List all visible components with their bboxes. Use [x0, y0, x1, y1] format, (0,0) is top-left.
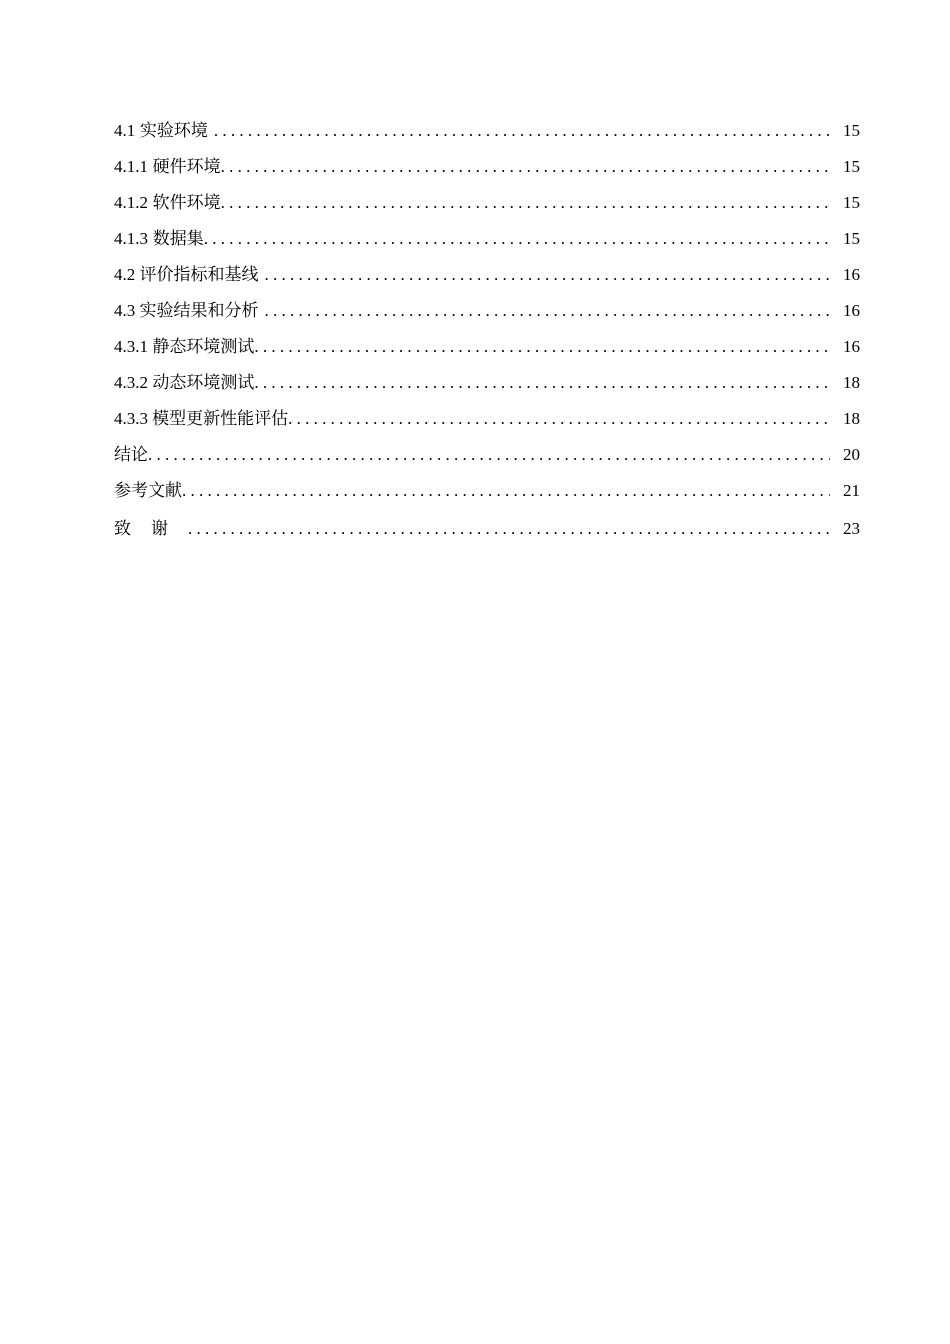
toc-entry-title: 硬件环境	[152, 157, 221, 176]
table-of-contents	[114, 118, 860, 554]
toc-entry[interactable]	[114, 298, 860, 334]
toc-dot-leader	[188, 516, 830, 542]
toc-dot-leader	[254, 370, 830, 396]
toc-entry-number: 4.3.3	[114, 409, 148, 428]
toc-entry-title: 实验环境	[139, 121, 208, 140]
toc-dot-leader	[221, 190, 830, 216]
toc-entry-page: 15	[843, 121, 860, 140]
toc-dot-leader	[288, 406, 830, 432]
toc-entry-number: 4.1.2	[114, 193, 148, 212]
toc-dot-leader	[254, 334, 830, 360]
toc-entry-number: 4.3.2	[114, 373, 148, 392]
toc-entry-number: 4.3	[114, 301, 136, 320]
toc-dot-leader	[204, 226, 830, 252]
toc-dot-leader	[148, 442, 830, 468]
toc-entry-page: 18	[843, 373, 860, 392]
toc-entry[interactable]	[114, 226, 860, 262]
toc-entry-number: 4.3.1	[114, 337, 148, 356]
toc-entry-title: 模型更新性能评估	[152, 409, 289, 428]
toc-entry-title: 评价指标和基线	[139, 265, 259, 284]
toc-entry[interactable]	[114, 334, 860, 370]
toc-entry[interactable]	[114, 516, 860, 554]
toc-entry[interactable]	[114, 442, 860, 478]
toc-entry-page: 16	[843, 301, 860, 320]
toc-dot-leader	[214, 118, 830, 144]
toc-entry-number: 4.1	[114, 121, 136, 140]
toc-entry-page: 15	[843, 157, 860, 176]
toc-dot-leader	[221, 154, 830, 180]
toc-entry-number: 4.1.1	[114, 157, 148, 176]
toc-entry-title: 动态环境测试	[152, 373, 255, 392]
toc-entry-page: 18	[843, 409, 860, 428]
toc-entry-page: 23	[843, 519, 860, 538]
toc-dot-leader	[265, 298, 830, 324]
toc-entry-page: 21	[843, 481, 860, 500]
toc-dot-leader	[265, 262, 830, 288]
toc-entry-number: 4.2	[114, 265, 136, 284]
toc-entry-title: 参考文献	[114, 481, 182, 500]
toc-entry-page: 15	[843, 193, 860, 212]
toc-entry-page: 20	[843, 445, 860, 464]
toc-entry[interactable]	[114, 154, 860, 190]
toc-entry-page: 16	[843, 265, 860, 284]
toc-entry-title: 结论	[114, 445, 148, 464]
toc-dot-leader	[182, 478, 830, 504]
toc-entry[interactable]	[114, 190, 860, 226]
toc-entry-title: 软件环境	[152, 193, 221, 212]
toc-entry[interactable]	[114, 406, 860, 442]
toc-entry-number: 4.1.3	[114, 229, 148, 248]
toc-entry[interactable]	[114, 262, 860, 298]
toc-entry-title: 数据集	[152, 229, 204, 248]
toc-entry-title: 致谢	[114, 519, 188, 538]
toc-entry[interactable]	[114, 478, 860, 514]
toc-entry-page: 16	[843, 337, 860, 356]
toc-entry-title: 实验结果和分析	[139, 301, 259, 320]
toc-entry[interactable]	[114, 370, 860, 406]
toc-entry-page: 15	[843, 229, 860, 248]
toc-entry[interactable]	[114, 118, 860, 154]
toc-entry-title: 静态环境测试	[152, 337, 255, 356]
